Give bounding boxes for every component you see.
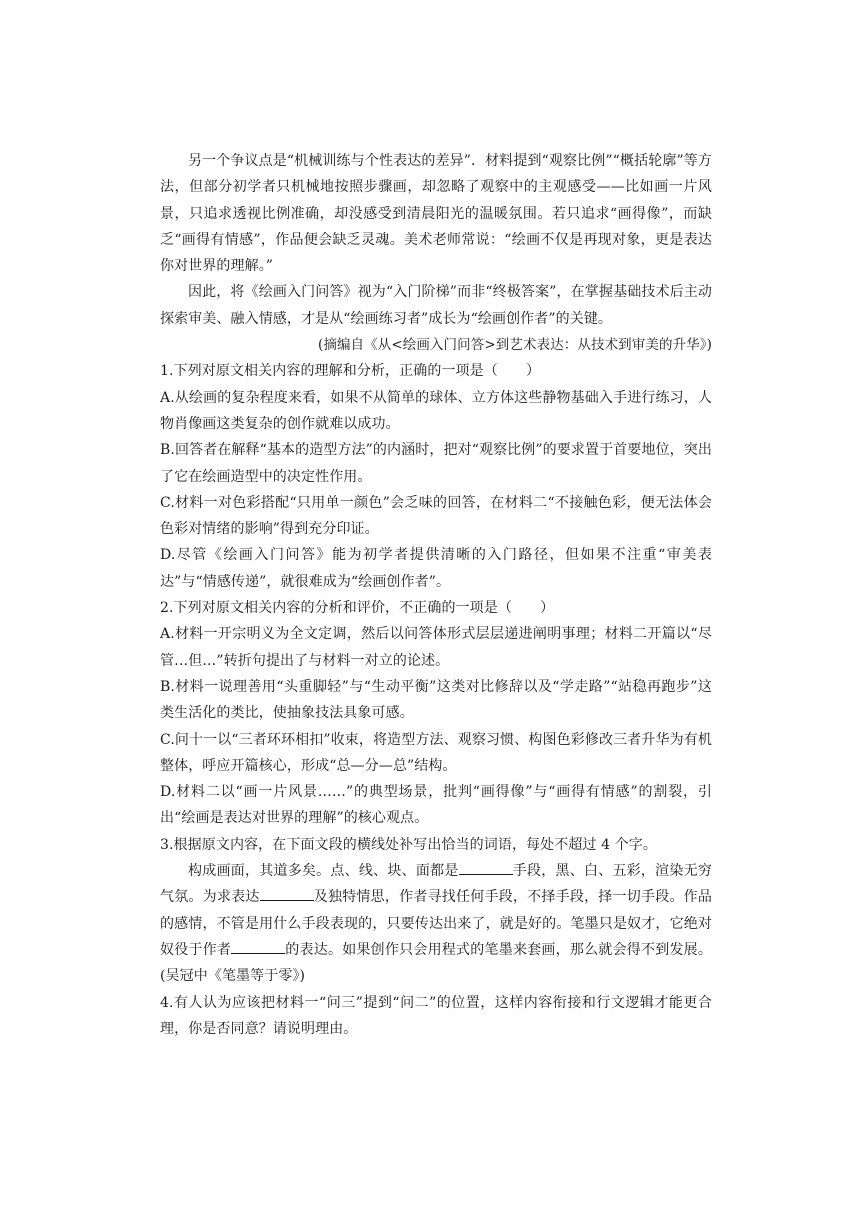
- question-2-option-b: B.材料一说理善用“头重脚轻”与“生动平衡”这类对比修辞以及“学走路”“站稳再跑步”这类生活化的类比，使抽象技法具象可感。: [160, 678, 712, 722]
- question-2: [160, 595, 712, 832]
- question-3-text-3: 及独特情思，作者寻找任何手段，不择手段，择一切手段。作品的感情，不管是用什么手段表现的，只要传达出来了，就是好的。笔墨只是奴才，它绝对奴役于作者: [160, 889, 712, 958]
- question-3-text-1: 构成画面，其道多矣。点、线、块、面都是: [188, 863, 459, 880]
- answer-blank-1[interactable]: [459, 860, 513, 875]
- passage-paragraph-1: 另一个争议点是“机械训练与个性表达的差异”．材料提到“观察比例”“概括轮廓”等方法，但部分初学者只机械地按照步骤画，却忽略了观察中的主观感受——比如画一片风景，只追求透视比例准确，却没感受到清晨阳光的温暖氛围。若只追求“画得像”，而缺乏“画得有情感”，作品便会缺乏灵魂。美术老师常说：“绘画不仅是再现对象，更是表达你对世界的理解。”: [160, 153, 712, 275]
- question-2-option-c: C.问十一以“三者环环相扣”收束，将造型方法、观察习惯、构图色彩修改三者升华为有机整体，呼应开篇核心，形成“总—分—总”结构。: [160, 731, 712, 774]
- question-2-option-d: D.材料二以“画一片风景……”的典型场景，批判“画得像”与“画得有情感”的割裂，引出“绘画是表达对世界的理解”的核心观点。: [160, 784, 712, 827]
- question-3: [160, 832, 712, 990]
- question-3-passage: [160, 858, 712, 989]
- question-2-option-a: A.材料一开宗明义为全文定调，然后以问答体形式层层递进阐明事理；材料二开篇以“尽管…但…”转折句提出了与材料一对立的论述。: [160, 626, 712, 669]
- question-3-text-2: 手段，黑、白、五彩，渲染无穷气氛。为求表达: [160, 863, 712, 906]
- exam-page: [160, 148, 712, 1042]
- passage-source: (摘编自《从<绘画入门问答>到艺术表达：从技术到审美的升华》): [317, 337, 712, 354]
- question-3-text-4: 的表达。如果创作只会用程式的笔墨来套画，那么就会得不到发展。(吴冠中《笔墨等于零》): [160, 941, 713, 985]
- question-1-option-d: D.尽管《绘画入门问答》能为初学者提供清晰的入门路径，但如果不注重“审美表达”与“情感传递”，就很难成为“绘画创作者”。: [160, 547, 712, 590]
- question-1-option-b: B.回答者在解释“基本的造型方法”的内涵时，把对“观察比例”的要求置于首要地位，突出了它在绘画造型中的决定性作用。: [160, 442, 712, 485]
- question-1-option-a: A.从绘画的复杂程度来看，如果不从简单的球体、立方体这些静物基础入手进行练习，人物肖像画这类复杂的创作就难以成功。: [160, 389, 712, 432]
- answer-blank-3[interactable]: [231, 939, 285, 954]
- question-4-stem: 4.有人认为应该把材料一“问三”提到“问二”的位置，这样内容衔接和行文逻辑才能更合理，你是否同意？请说明理由。: [160, 994, 712, 1037]
- passage-paragraph-2: 因此，将《绘画入门问答》视为“入门阶梯”而非“终极答案”，在掌握基础技术后主动探索审美、融入情感，才是从“绘画练习者”成长为“绘画创作者”的关键。: [160, 284, 712, 327]
- question-3-stem: 3.根据原文内容，在下面文段的横线处补写出恰当的词语，每处不超过 4 个字。: [160, 836, 657, 853]
- question-4: [160, 990, 712, 1043]
- question-1-stem: 1.下列对原文相关内容的理解和分析，正确的一项是（ ）: [160, 363, 541, 380]
- question-1-option-c: C.材料一对色彩搭配“只用单一颜色”会乏味的回答，在材料二“不接触色彩，便无法体会色彩对情绪的影响”得到充分印证。: [160, 494, 712, 538]
- question-1: [160, 358, 712, 595]
- answer-blank-2[interactable]: [260, 886, 314, 901]
- question-2-stem: 2.下列对原文相关内容的分析和评价，不正确的一项是（ ）: [160, 600, 555, 617]
